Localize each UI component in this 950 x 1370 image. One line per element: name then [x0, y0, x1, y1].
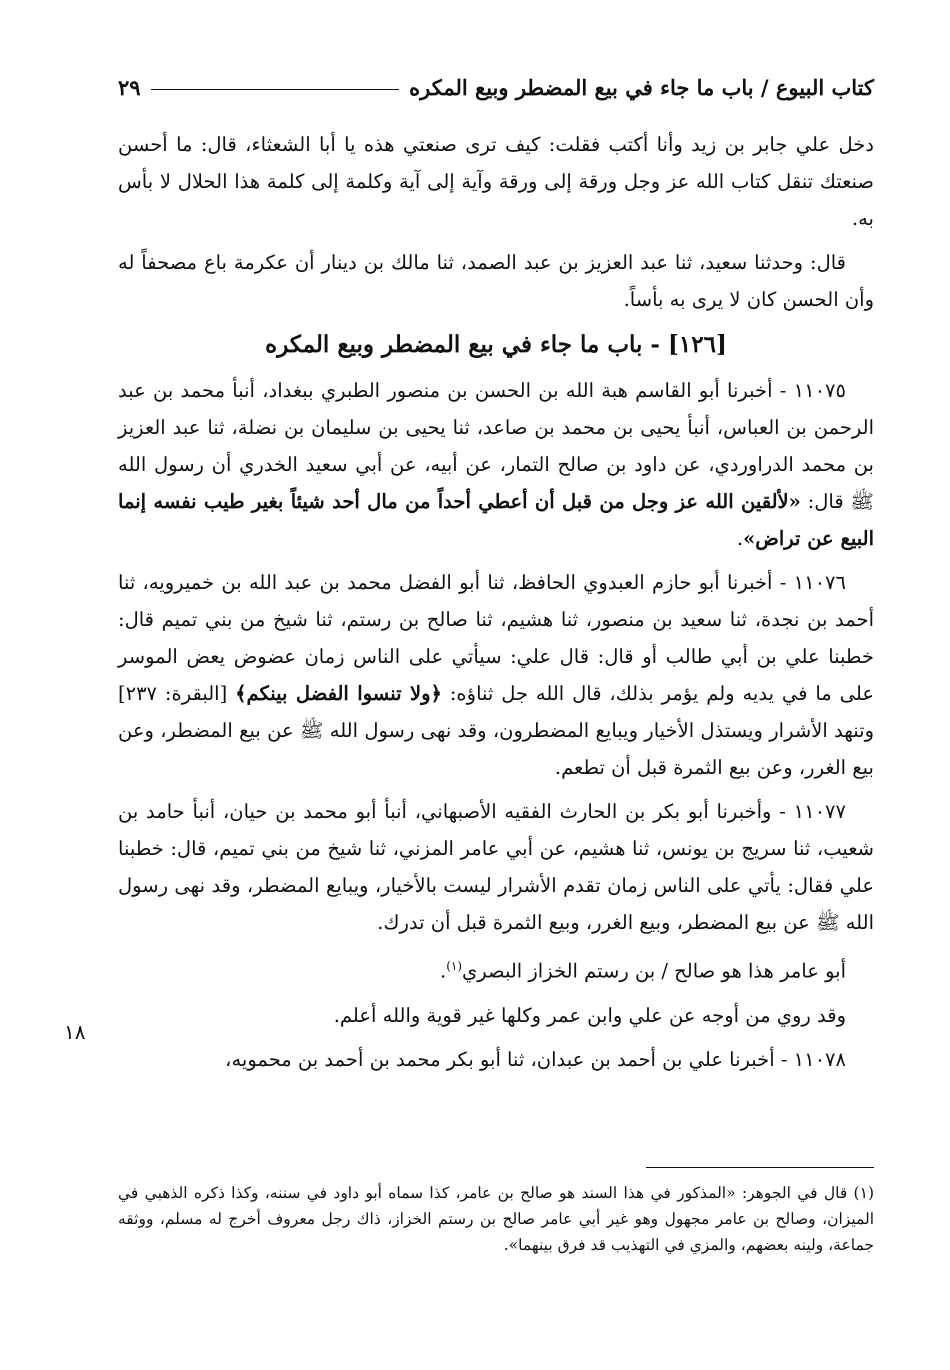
note-abu-amir-end: .: [439, 959, 447, 983]
page-number: ٢٩: [118, 74, 141, 100]
hadith-11075-end: .: [736, 527, 744, 550]
main-text: [118, 126, 874, 1085]
note-abu-amir: [118, 948, 874, 990]
manuscript-margin-number: ١٨: [64, 1020, 86, 1044]
quran-quote: ﴿ولا تنسوا الفضل بينكم﴾: [235, 682, 442, 705]
running-header: [118, 70, 874, 104]
hadith-11076: [118, 564, 874, 786]
chapter-heading: [١٢٦] - باب ما جاء في بيع المضطر وبيع المكره: [265, 331, 727, 358]
paragraph-jabir: دخل علي جابر بن زيد وأنا أكتب فقلت: كيف ترى صنعتي هذه يا أبا الشعثاء، قال: ما أحسن صنعتك تنقل كتاب الله عز وجل ورقة إلى ورقة وآية إلى آية وكلمة إلى كلمة هذا الحلال لا بأس به.: [118, 133, 874, 230]
header-rule: [151, 89, 400, 90]
header-title: كتاب البيوع / باب ما جاء في بيع المضطر وبيع المكره: [409, 74, 874, 100]
footnote: (١) قال في الجوهر: «المذكور في هذا السند هو صالح بن عامر، كذا سماه أبو داود في سننه، وكذا ذكره الذهبي في الميزان، وصالح بن عامر مجهول وهو غير أبي عامر صالح بن رستم الخزاز، ذاك رجل معروف أخرج له مسلم، ووثقه جماعة، ولينه بعضهم، والمزي في التهذيب قد فرق بينهما».: [118, 1184, 874, 1254]
hadith-11075: [118, 372, 874, 557]
hadith-11076-rest: [البقرة: ٢٣٧] وتنهد الأشرار ويستذل الأخيار ويبايع المضطرون، وقد نهى رسول الله ﷺ عن بيع المضطر، وعن بيع الغرر، وعن بيع الثمرة قبل أن تطعم.: [118, 682, 874, 779]
hadith-11075-matn: «لألقين الله عز وجل من قبل أن أعطي أحداً من مال أحد شيئاً بغير طيب نفسه إنما البيع عن تراض»: [118, 490, 874, 550]
hadith-11078: ١١٠٧٨ - أخبرنا علي بن أحمد بن عبدان، ثنا أبو بكر محمد بن أحمد بن محمويه،: [225, 1047, 846, 1071]
hadith-11075-isnad: ١١٠٧٥ - أخبرنا أبو القاسم هبة الله بن الحسن بن منصور الطبري ببغداد، أنبأ محمد بن عبد الرحمن بن العباس، أنبأ يحيى بن محمد بن صاعد، ثنا يحيى بن سليمان بن نضلة، ثنا عبد العزيز بن محمد الدراوردي، عن داود بن صالح التمار، عن أبيه، عن أبي سعيد الخدري أن رسول الله ﷺ قال:: [118, 379, 874, 513]
footnote-rule: [646, 1167, 874, 1168]
note-rowiya: وقد روي من أوجه عن علي وابن عمر وكلها غير قوية والله أعلم.: [333, 1003, 846, 1027]
hadith-11077: ١١٠٧٧ - وأخبرنا أبو بكر بن الحارث الفقيه الأصبهاني، أنبأ أبو محمد بن حيان، أنبأ حامد بن شعيب، ثنا سريج بن يونس، ثنا هشيم، عن أبي عامر المزني، ثنا شيخ من بني تميم، قال: خطبنا علي فقال: يأتي على الناس زمان تقدم الأشرار ليست بالأخيار، ويبايع المضطر، وقد نهى رسول الله ﷺ عن بيع المضطر، وبيع الغرر، وبيع الثمرة قبل أن تدرك.: [118, 800, 874, 934]
hadith-11076-isnad: ١١٠٧٦ - أخبرنا أبو حازم العبدوي الحافظ، ثنا أبو الفضل محمد بن عبد الله بن خميرويه، ثنا أحمد بن نجدة، ثنا سعيد بن منصور، ثنا هشيم، ثنا صالح بن رستم، ثنا شيخ من بني تميم قال: خطبنا علي بن أبي طالب أو قال: قال علي: سيأتي على الناس زمان عضوض يعض الموسر على ما في يديه ولم يؤمر بذلك، قال الله جل ثناؤه:: [118, 571, 874, 705]
footnote-ref[interactable]: (١): [446, 959, 463, 973]
note-abu-amir-text: أبو عامر هذا هو صالح / بن رستم الخزاز البصري: [462, 959, 846, 983]
paragraph-ikrima: قال: وحدثنا سعيد، ثنا عبد العزيز بن عبد الصمد، ثنا مالك بن دينار أن عكرمة باع مصحفاً له وأن الحسن كان لا يرى به بأساً.: [118, 251, 874, 311]
